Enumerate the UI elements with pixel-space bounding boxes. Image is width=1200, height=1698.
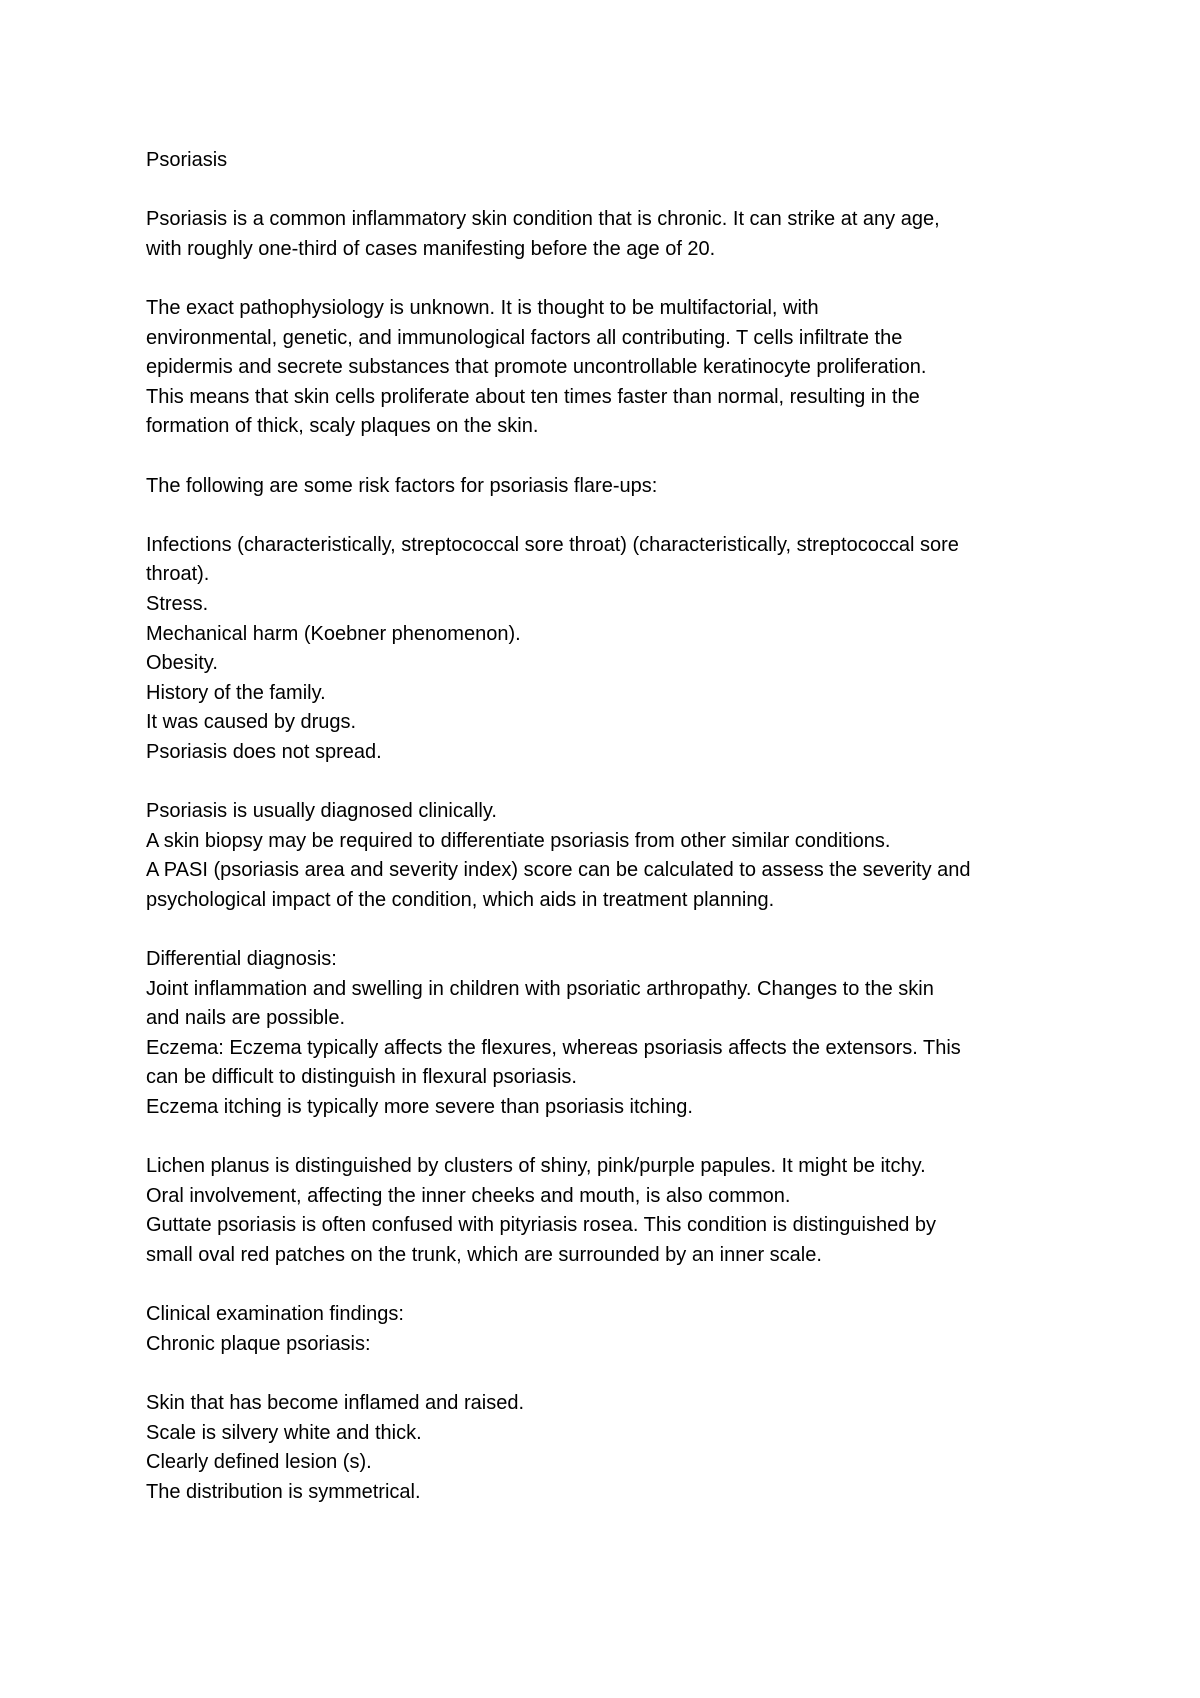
paragraph <box>146 945 1076 1123</box>
text-line: Oral involvement, affecting the inner cheeks and mouth, is also common. <box>146 1184 791 1207</box>
text-line: Stress. <box>146 592 209 615</box>
paragraph <box>146 531 1076 768</box>
text-line: Clearly defined lesion (s). <box>146 1451 372 1474</box>
text-line: Differential diagnosis: <box>146 948 337 971</box>
document-title-block <box>146 146 1076 176</box>
text-line: A PASI (psoriasis area and severity index) score can be calculated to assess the severity and <box>146 859 971 882</box>
text-line: Joint inflammation and swelling in children with psoriatic arthropathy. Changes to the skin <box>146 977 934 1000</box>
paragraph <box>146 797 1076 915</box>
text-line: Skin that has become inflamed and raised. <box>146 1391 524 1414</box>
text-line: Psoriasis does not spread. <box>146 740 382 763</box>
text-line: can be difficult to distinguish in flexural psoriasis. <box>146 1066 577 1089</box>
text-line: Clinical examination findings: <box>146 1303 404 1326</box>
text-line: Eczema itching is typically more severe than psoriasis itching. <box>146 1096 693 1118</box>
paragraph-container <box>146 205 1076 1507</box>
text-line: throat). <box>146 563 210 586</box>
text-line: Infections (characteristically, streptococcal sore throat) (characteristically, streptococcal sore <box>146 533 959 556</box>
text-line: The distribution is symmetrical. <box>146 1480 421 1503</box>
text-line: epidermis and secrete substances that promote uncontrollable keratinocyte proliferation. <box>146 356 927 379</box>
text-line: Scale is silvery white and thick. <box>146 1421 422 1444</box>
document-body <box>146 146 1076 1537</box>
text-line: Lichen planus is distinguished by clusters of shiny, pink/purple papules. It might be itchy. <box>146 1155 926 1178</box>
text-line: Eczema: Eczema typically affects the flexures, whereas psoriasis affects the extensors. This <box>146 1036 961 1059</box>
text-line: and nails are possible. <box>146 1007 346 1030</box>
text-line: The following are some risk factors for psoriasis flare-ups: <box>146 474 658 497</box>
paragraph <box>146 1300 1076 1359</box>
text-line: Chronic plaque psoriasis: <box>146 1332 371 1355</box>
text-line: It was caused by drugs. <box>146 711 357 734</box>
text-line: Guttate psoriasis is often confused with pityriasis rosea. This condition is distinguished by <box>146 1214 937 1237</box>
paragraph <box>146 294 1076 442</box>
paragraph <box>146 205 1076 264</box>
text-line: Obesity. <box>146 652 218 675</box>
text-line: small oval red patches on the trunk, which are surrounded by an inner scale. <box>146 1243 822 1266</box>
text-line: environmental, genetic, and immunological factors all contributing. T cells infiltrate the <box>146 326 903 349</box>
text-line: History of the family. <box>146 681 326 704</box>
text-line: formation of thick, scaly plaques on the skin. <box>146 415 539 438</box>
paragraph <box>146 1152 1076 1270</box>
text-line: Psoriasis is usually diagnosed clinically. <box>146 800 497 823</box>
text-line: with roughly one-third of cases manifesting before the age of 20. <box>146 237 716 260</box>
text-line: A skin biopsy may be required to differentiate psoriasis from other similar conditions. <box>146 829 891 852</box>
text-line: psychological impact of the condition, which aids in treatment planning. <box>146 888 775 911</box>
text-line: This means that skin cells proliferate about ten times faster than normal, resulting in the <box>146 385 920 408</box>
text-line: Mechanical harm (Koebner phenomenon). <box>146 622 521 645</box>
paragraph <box>146 1389 1076 1507</box>
text-line: Psoriasis is a common inflammatory skin condition that is chronic. It can strike at any age, <box>146 208 940 231</box>
text-line: The exact pathophysiology is unknown. It is thought to be multifactorial, with <box>146 296 819 319</box>
paragraph <box>146 472 1076 502</box>
document-title: Psoriasis <box>146 149 228 171</box>
